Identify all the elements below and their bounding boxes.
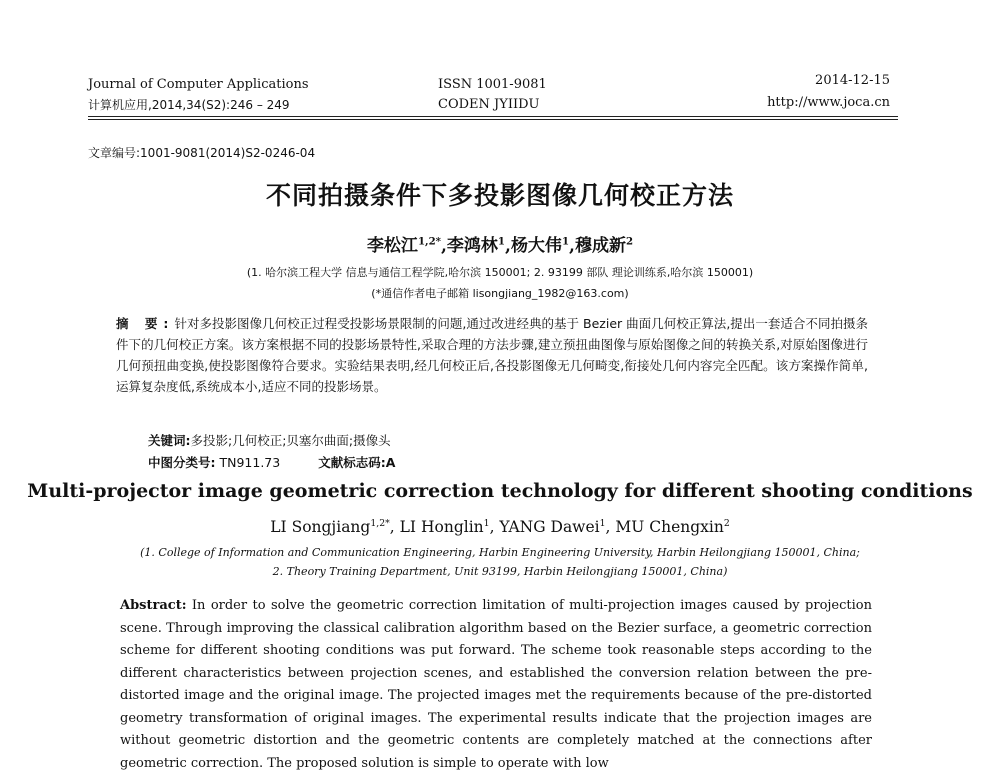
corresponding-email: (*通信作者电子邮箱 lisongjiang_1982@163.com) (371, 287, 629, 300)
abstract-en-text: In order to solve the geometric correction limitation of multi-projection images caused by projection scene. Through improving the classical calibration algorithm based on the Bezier surface, a geometric correction scheme for different shooting conditions was put forward. The scheme took reasonable steps according to the different characteristics between projection scenes, and established the conversion relation between the pre-distorted image and the original image. The projected images met the requirements because of the pre-distorted geometry transformation of original images. The experimental results indicate that the projection images are without geometric distortion and the geometric contents are completely matched at the connections after geometric correction. The proposed solution is simple to operate with low (120, 598, 872, 771)
keywords-label: 关键词: (148, 433, 191, 448)
author-cn: 李松江 (366, 236, 418, 256)
author-cn: 穆成新 (574, 236, 626, 256)
authors-en: LI Songjiang$^{1,2*}$, LI Honglin$^1$, YANG Dawei$^1$, MU Chengxin$^2$ (270, 517, 730, 536)
issn: ISSN 1001-9081 (438, 77, 547, 92)
author-en: MU Chengxin (615, 518, 724, 536)
clc-label: 中图分类号: (148, 455, 216, 470)
author-cn: 杨大伟 (510, 236, 562, 256)
authors-cn: 李松江$^{1,2*}$,李鸿林$^1$,杨大伟$^1$,穆成新$^2$ (366, 235, 634, 256)
affiliation-en-2: 2. Theory Training Department, Unit 93199, Harbin Heilongjiang 150001, China) (272, 565, 728, 578)
abstract-en (120, 595, 872, 775)
journal-url[interactable]: http://www.joca.cn (767, 95, 890, 110)
article-number: 文章编号:1001-9081(2014)S2-0246-04 (88, 146, 316, 160)
keywords-text: 多投影;几何校正;贝塞尔曲面;摄像头 (190, 433, 391, 448)
author-en: LI Songjiang (270, 518, 371, 536)
title-cn: 不同拍摄条件下多投影图像几何校正方法 (265, 181, 734, 210)
clc-value: TN911.73 (219, 455, 281, 470)
author-cn: 李鸿林 (446, 236, 498, 256)
abstract-cn-label: 摘 要: (116, 316, 175, 331)
doc-code-value: A (385, 455, 396, 470)
doc-code-label: 文献标志码: (318, 455, 386, 470)
abstract-en-label: Abstract: (120, 598, 187, 613)
publication-date: 2014-12-15 (815, 73, 890, 88)
abstract-cn (116, 313, 868, 397)
author-en: YANG Dawei (499, 518, 600, 536)
classification (148, 453, 395, 471)
author-en: LI Honglin (399, 518, 484, 536)
journal-name-en: Journal of Computer Applications (88, 77, 309, 92)
abstract-cn-text: 针对多投影图像几何校正过程受投影场景限制的问题,通过改进经典的基于 Bezier 曲面几何校正算法,提出一套适合不同拍摄条件下的几何校正方案。该方案根据不同的投影场景特性,采取合理的方法步骤,建立预扭曲图像与原始图像之间的转换关系,对原始图像进行几何预扭曲变换,使投影图像符合要求。实验结果表明,经几何校正后,各投影图像无几何畸变,衔接处几何内容完全匹配。该方案操作简单,运算复杂度低,系统成本小,适应不同的投影场景。 (116, 316, 868, 394)
title-en: Multi-projector image geometric correction technology for different shooting conditions (27, 480, 973, 502)
header-rule-thin (88, 119, 898, 120)
affiliation-cn: (1. 哈尔滨工程大学 信息与通信工程学院,哈尔滨 150001; 2. 93199 部队 理论训练系,哈尔滨 150001) (246, 266, 754, 279)
journal-citation-cn: 计算机应用,2014,34(S2):246 – 249 (88, 98, 290, 112)
header-rule (88, 116, 898, 117)
affiliation-en-1: (1. College of Information and Communication Engineering, Harbin Engineering University, Harbin Heilongjiang 150001, China; (140, 546, 860, 559)
keywords-cn (148, 431, 391, 449)
coden: CODEN JYIIDU (438, 97, 540, 112)
